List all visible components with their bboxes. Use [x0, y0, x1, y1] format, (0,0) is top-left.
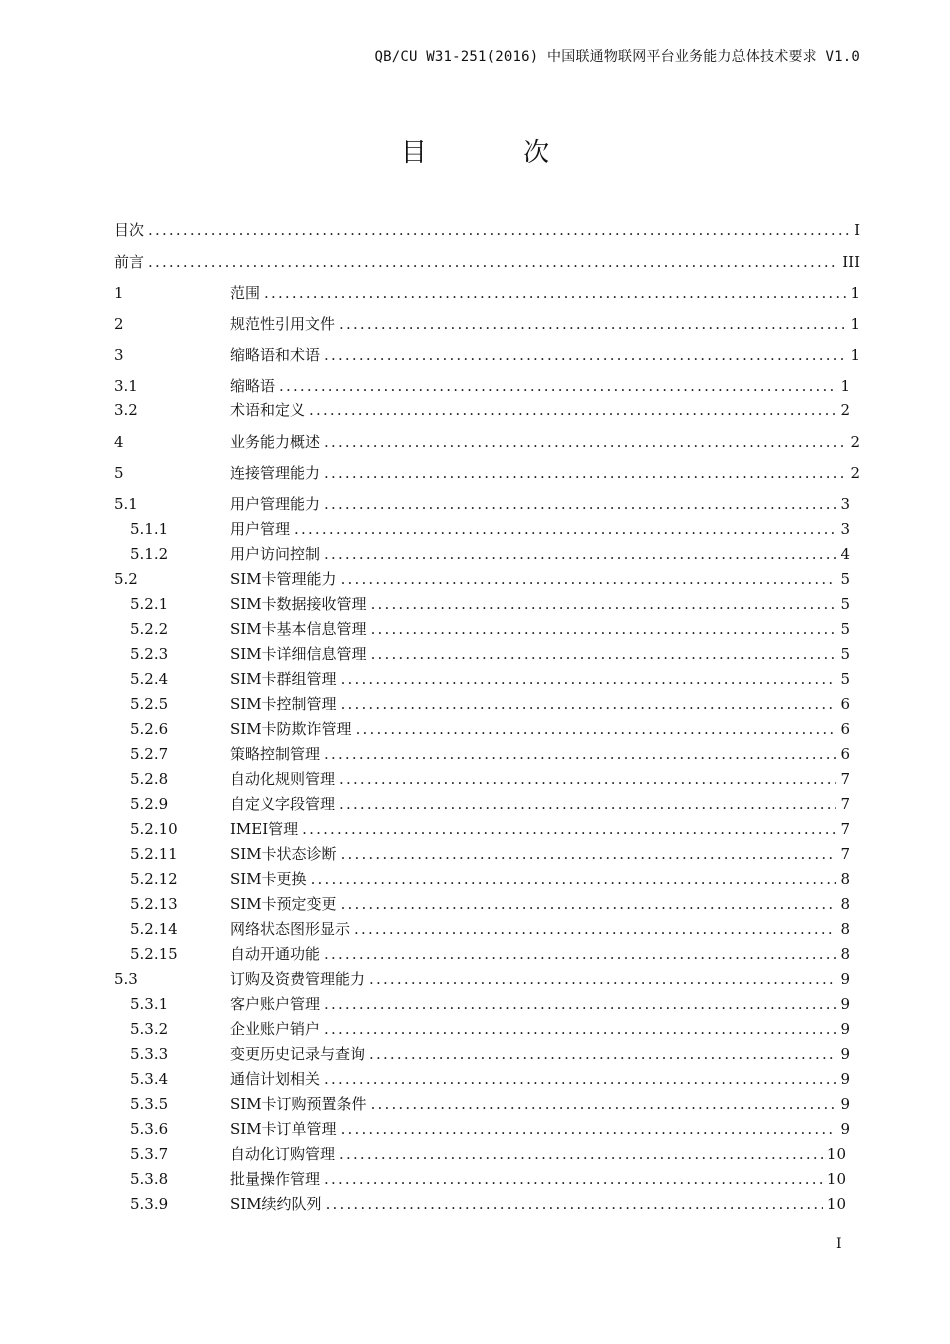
- toc-entry-number: 2: [114, 315, 124, 333]
- toc-leader-dots: [324, 494, 836, 514]
- toc-leader-dots: [279, 376, 836, 396]
- toc-entry-title: SIM卡预定变更: [230, 895, 337, 913]
- toc-entry[interactable]: [114, 669, 850, 689]
- toc-leader-dots: [339, 769, 836, 789]
- toc-entry-title: 自动开通功能: [230, 945, 321, 963]
- toc-entry-title: 通信计划相关: [230, 1070, 321, 1088]
- toc-entry-number: 5.2.15: [130, 945, 178, 963]
- toc-leader-dots: [354, 919, 836, 939]
- toc-entry-page: 1: [850, 346, 860, 364]
- toc-entry-number: 目次: [114, 221, 145, 239]
- toc-entry-number: 5.2.3: [130, 645, 169, 663]
- toc-entry-number: 4: [114, 433, 124, 451]
- toc-entry-number: 5.3.2: [130, 1020, 169, 1038]
- toc-entry-page: 9: [840, 1045, 850, 1063]
- toc-entry-page: 5: [840, 645, 850, 663]
- toc-entry-page: 1: [840, 377, 850, 395]
- toc-entry-page: 9: [840, 1020, 850, 1038]
- toc-leader-dots: [324, 1169, 823, 1189]
- toc-entry-title: 范围: [230, 284, 261, 302]
- toc-leader-dots: [341, 894, 837, 914]
- toc-entry-title: 变更历史记录与查询: [230, 1045, 366, 1063]
- toc-entry-number: 5.3.5: [130, 1095, 169, 1113]
- toc-entry-title: 企业账户销户: [230, 1020, 321, 1038]
- toc-entry-number: 5.2.5: [130, 695, 169, 713]
- toc-entry-page: 6: [840, 720, 850, 738]
- toc-leader-dots: [148, 252, 838, 272]
- toc-entry-number: 5.1: [114, 495, 138, 513]
- toc-entry-number: 5.3.6: [130, 1120, 169, 1138]
- toc-entry-page: 9: [840, 1120, 850, 1138]
- toc-leader-dots: [341, 1119, 837, 1139]
- toc-entry-number: 5.2.12: [130, 870, 178, 888]
- toc-entry-page: 5: [840, 670, 850, 688]
- toc-entry[interactable]: [114, 744, 850, 764]
- toc-entry-title: 策略控制管理: [230, 745, 321, 763]
- toc-entry-title: 缩略语和术语: [230, 346, 321, 364]
- toc-entry-number: 3.2: [114, 401, 138, 419]
- toc-entry-title: SIM卡数据接收管理: [230, 595, 367, 613]
- toc-entry-page: 10: [826, 1145, 846, 1163]
- toc-entry[interactable]: [114, 1019, 850, 1039]
- toc-leader-dots: [324, 1069, 836, 1089]
- toc-leader-dots: [324, 944, 836, 964]
- toc-leader-dots: [294, 519, 836, 539]
- toc-entry-title: SIM卡基本信息管理: [230, 620, 367, 638]
- toc-entry-title: 批量操作管理: [230, 1170, 321, 1188]
- toc-entry[interactable]: [114, 969, 850, 989]
- toc-entry-title: 用户管理: [230, 520, 291, 538]
- toc-leader-dots: [371, 619, 837, 639]
- toc-entry-page: 8: [840, 870, 850, 888]
- toc-entry-number: 5.2.8: [130, 770, 169, 788]
- toc-entry-page: 4: [840, 545, 850, 563]
- toc-entry-page: 1: [850, 284, 860, 302]
- toc-entry[interactable]: [114, 569, 850, 589]
- toc-leader-dots: [324, 544, 836, 564]
- toc-entry[interactable]: [114, 594, 850, 614]
- toc-entry-number: 5.2.14: [130, 920, 178, 938]
- toc-entry-page: 3: [840, 495, 850, 513]
- toc-leader-dots: [324, 432, 846, 452]
- toc-leader-dots: [356, 719, 837, 739]
- toc-entry[interactable]: [114, 894, 850, 914]
- toc-entry-title: SIM卡详细信息管理: [230, 645, 367, 663]
- toc-entry-number: 5.2: [114, 570, 138, 588]
- toc-leader-dots: [339, 794, 836, 814]
- toc-entry-title: 业务能力概述: [230, 433, 321, 451]
- toc-leader-dots: [264, 283, 846, 303]
- toc-leader-dots: [148, 220, 850, 240]
- toc-leader-dots: [324, 994, 836, 1014]
- toc-entry[interactable]: [114, 1069, 850, 1089]
- toc-entry-title: 缩略语: [230, 377, 276, 395]
- toc-entry[interactable]: [114, 544, 850, 564]
- toc-entry[interactable]: [114, 283, 860, 303]
- toc-entry[interactable]: [114, 494, 850, 514]
- toc-entry-number: 5.2.11: [130, 845, 178, 863]
- toc-entry[interactable]: [114, 519, 850, 539]
- toc-entry[interactable]: [114, 463, 860, 483]
- toc-entry[interactable]: [114, 400, 850, 420]
- toc-entry[interactable]: [114, 1094, 850, 1114]
- toc-entry-page: 9: [840, 995, 850, 1013]
- toc-entry-number: 5: [114, 464, 124, 482]
- toc-leader-dots: [324, 345, 846, 365]
- toc-entry-title: 术语和定义: [230, 401, 306, 419]
- toc-entry-number: 5.3.3: [130, 1045, 169, 1063]
- toc-entry-page: 2: [850, 464, 860, 482]
- toc-entry-title: IMEI管理: [230, 820, 299, 838]
- toc-leader-dots: [371, 644, 837, 664]
- toc-leader-dots: [309, 400, 836, 420]
- toc-entry-page: I: [854, 221, 860, 239]
- toc-leader-dots: [311, 869, 837, 889]
- toc-entry-title: SIM卡控制管理: [230, 695, 337, 713]
- toc-entry-number: 5.2.10: [130, 820, 178, 838]
- toc-entry-number: 5.2.9: [130, 795, 169, 813]
- toc-entry-title: SIM卡群组管理: [230, 670, 337, 688]
- toc-entry[interactable]: [114, 1169, 846, 1189]
- toc-entry-page: 5: [840, 570, 850, 588]
- toc-entry-page: 5: [840, 595, 850, 613]
- toc-entry-page: 8: [840, 920, 850, 938]
- toc-entry-number: 5.3: [114, 970, 138, 988]
- toc-entry-title: 连接管理能力: [230, 464, 321, 482]
- page-number: I: [836, 1236, 842, 1252]
- toc-leader-dots: [369, 1044, 836, 1064]
- toc-entry-title: 用户访问控制: [230, 545, 321, 563]
- toc-leader-dots: [324, 463, 846, 483]
- toc-entry-title: SIM卡防欺诈管理: [230, 720, 352, 738]
- toc-entry[interactable]: [114, 1119, 850, 1139]
- toc-leader-dots: [339, 314, 846, 334]
- toc-leader-dots: [326, 1194, 823, 1214]
- toc-leader-dots: [302, 819, 836, 839]
- toc-leader-dots: [371, 1094, 837, 1114]
- toc-entry-number: 3.1: [114, 377, 138, 395]
- toc-entry[interactable]: [114, 376, 850, 396]
- toc-entry-number: 5.3.4: [130, 1070, 169, 1088]
- toc-entry-number: 5.2.4: [130, 670, 169, 688]
- toc-entry-page: 8: [840, 895, 850, 913]
- toc-leader-dots: [324, 1019, 836, 1039]
- toc-entry-title: SIM卡订单管理: [230, 1120, 337, 1138]
- toc-entry-page: 9: [840, 1070, 850, 1088]
- toc-entry-page: 5: [840, 620, 850, 638]
- toc-entry-page: III: [842, 253, 860, 271]
- toc-leader-dots: [339, 1144, 823, 1164]
- toc-entry-page: 10: [826, 1170, 846, 1188]
- toc-entry-number: 5.3.8: [130, 1170, 169, 1188]
- toc-entry-title: SIM卡更换: [230, 870, 307, 888]
- toc-entry[interactable]: [114, 1144, 846, 1164]
- toc-entry[interactable]: [114, 769, 850, 789]
- running-header: QB/CU W31-251(2016) 中国联通物联网平台业务能力总体技术要求 V1.0: [374, 49, 860, 65]
- toc-entry[interactable]: [114, 944, 850, 964]
- page-title: 目 次: [400, 138, 594, 168]
- toc-entry-page: 6: [840, 695, 850, 713]
- toc-entry[interactable]: [114, 252, 860, 272]
- toc-entry[interactable]: [114, 819, 850, 839]
- toc-entry-page: 9: [840, 1095, 850, 1113]
- toc-entry-page: 3: [840, 520, 850, 538]
- toc-entry-title: SIM卡订购预置条件: [230, 1095, 367, 1113]
- toc-entry-number: 1: [114, 284, 124, 302]
- toc-entry-page: 1: [850, 315, 860, 333]
- toc-entry[interactable]: [114, 844, 850, 864]
- toc-entry[interactable]: [114, 794, 850, 814]
- toc-entry-number: 5.1.2: [130, 545, 169, 563]
- toc-leader-dots: [324, 744, 836, 764]
- toc-entry[interactable]: [114, 1194, 846, 1214]
- toc-entry[interactable]: [114, 1044, 850, 1064]
- toc-entry-title: 网络状态图形显示: [230, 920, 351, 938]
- toc-entry-number: 5.3.7: [130, 1145, 169, 1163]
- toc-entry-title: SIM续约队列: [230, 1195, 322, 1213]
- toc-entry-page: 2: [850, 433, 860, 451]
- toc-entry-number: 5.3.1: [130, 995, 169, 1013]
- toc-entry[interactable]: [114, 694, 850, 714]
- toc-entry[interactable]: [114, 345, 860, 365]
- toc-entry-number: 5.1.1: [130, 520, 169, 538]
- toc-entry-number: 5.2.2: [130, 620, 169, 638]
- toc-entry[interactable]: [114, 619, 850, 639]
- toc-entry-title: 客户账户管理: [230, 995, 321, 1013]
- toc-entry[interactable]: [114, 994, 850, 1014]
- toc-leader-dots: [341, 844, 837, 864]
- toc-entry[interactable]: [114, 719, 850, 739]
- toc-entry-page: 7: [840, 770, 850, 788]
- toc-leader-dots: [341, 694, 837, 714]
- toc-leader-dots: [341, 669, 837, 689]
- toc-entry[interactable]: [114, 432, 860, 452]
- toc-entry-number: 3: [114, 346, 124, 364]
- toc-entry[interactable]: [114, 220, 860, 240]
- toc-entry-number: 5.2.7: [130, 745, 169, 763]
- toc-entry-page: 6: [840, 745, 850, 763]
- toc-entry-number: 5.2.1: [130, 595, 169, 613]
- toc-entry-number: 5.3.9: [130, 1195, 169, 1213]
- toc-entry-title: 规范性引用文件: [230, 315, 336, 333]
- toc-entry-page: 2: [840, 401, 850, 419]
- toc-entry-page: 7: [840, 845, 850, 863]
- toc-entry-page: 8: [840, 945, 850, 963]
- toc-entry-title: SIM卡状态诊断: [230, 845, 337, 863]
- toc-entry[interactable]: [114, 314, 860, 334]
- toc-entry-title: 自动化规则管理: [230, 770, 336, 788]
- toc-entry-title: 自动化订购管理: [230, 1145, 336, 1163]
- toc-entry[interactable]: [114, 644, 850, 664]
- toc-entry-page: 7: [840, 820, 850, 838]
- toc-entry-title: SIM卡管理能力: [230, 570, 337, 588]
- toc-entry-page: 7: [840, 795, 850, 813]
- toc-entry-number: 5.2.6: [130, 720, 169, 738]
- toc-entry-title: 订购及资费管理能力: [230, 970, 366, 988]
- toc-entry[interactable]: [114, 869, 850, 889]
- toc-entry[interactable]: [114, 919, 850, 939]
- toc-leader-dots: [341, 569, 837, 589]
- toc-leader-dots: [371, 594, 837, 614]
- toc-leader-dots: [369, 969, 836, 989]
- toc-entry-number: 前言: [114, 253, 145, 271]
- toc-entry-number: 5.2.13: [130, 895, 178, 913]
- toc-entry-page: 9: [840, 970, 850, 988]
- toc-entry-title: 用户管理能力: [230, 495, 321, 513]
- toc-entry-page: 10: [826, 1195, 846, 1213]
- toc-entry-title: 自定义字段管理: [230, 795, 336, 813]
